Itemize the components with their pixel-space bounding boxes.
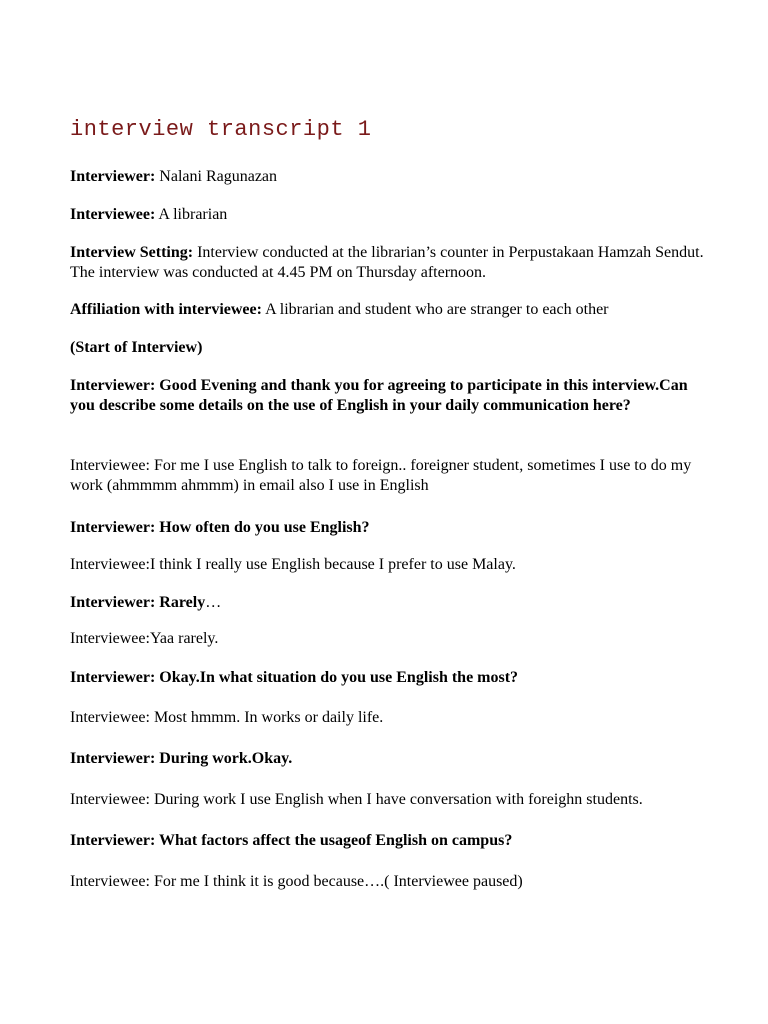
- interviewer-question-ellipsis: …: [205, 594, 222, 611]
- interviewer-question: [70, 593, 710, 613]
- affiliation-field: [70, 300, 710, 320]
- interviewer-value: Nalani Ragunazan: [159, 168, 278, 185]
- interview-setting-field: [70, 243, 710, 283]
- document-title: interview transcript 1: [70, 117, 372, 142]
- interviewer-question-label: Interviewer: Rarely: [70, 594, 206, 611]
- interviewer-question: Interviewer: How often do you use English?: [70, 519, 370, 536]
- interviewer-question: Interviewer: Good Evening and thank you for agreeing to participate in this interview.Can you describe some details on the use of English in your daily communication here?: [70, 377, 688, 414]
- interviewer-label: Interviewer:: [70, 168, 156, 185]
- interviewee-answer: Interviewee: For me I think it is good because….( Interviewee paused): [70, 873, 523, 890]
- interviewee-answer: Interviewee:I think I really use English because I prefer to use Malay.: [70, 556, 516, 573]
- interviewee-answer: Interviewee: During work I use English when I have conversation with foreighn students.: [70, 791, 643, 808]
- interviewee-field: [70, 205, 710, 225]
- interviewer-question: Interviewer: What factors affect the usageof English on campus?: [70, 832, 513, 849]
- interviewee-answer: Interviewee: Most hmmm. In works or daily life.: [70, 709, 384, 726]
- interviewee-value: A librarian: [158, 206, 228, 223]
- interviewee-answer: Interviewee: For me I use English to talk to foreign.. foreigner student, sometimes I use to do my work (ahmmmm ahmmm) in email also I use in English: [70, 457, 692, 494]
- interview-setting-label: Interview Setting:: [70, 244, 194, 261]
- start-of-interview-marker: (Start of Interview): [70, 339, 203, 356]
- interview-setting-value: Interview conducted at the librarian’s counter in Perpustakaan Hamzah Sendut. The interview was conducted at 4.45 PM on Thursday afternoon.: [70, 244, 704, 281]
- interviewee-answer: Interviewee:Yaa rarely.: [70, 630, 219, 647]
- interviewee-label: Interviewee:: [70, 206, 156, 223]
- interviewer-field: [70, 167, 710, 187]
- affiliation-label: Affiliation with interviewee:: [70, 301, 262, 318]
- affiliation-value: A librarian and student who are stranger to each other: [265, 301, 609, 318]
- interviewer-question: Interviewer: During work.Okay.: [70, 750, 293, 767]
- interviewer-question: Interviewer: Okay.In what situation do you use English the most?: [70, 669, 519, 686]
